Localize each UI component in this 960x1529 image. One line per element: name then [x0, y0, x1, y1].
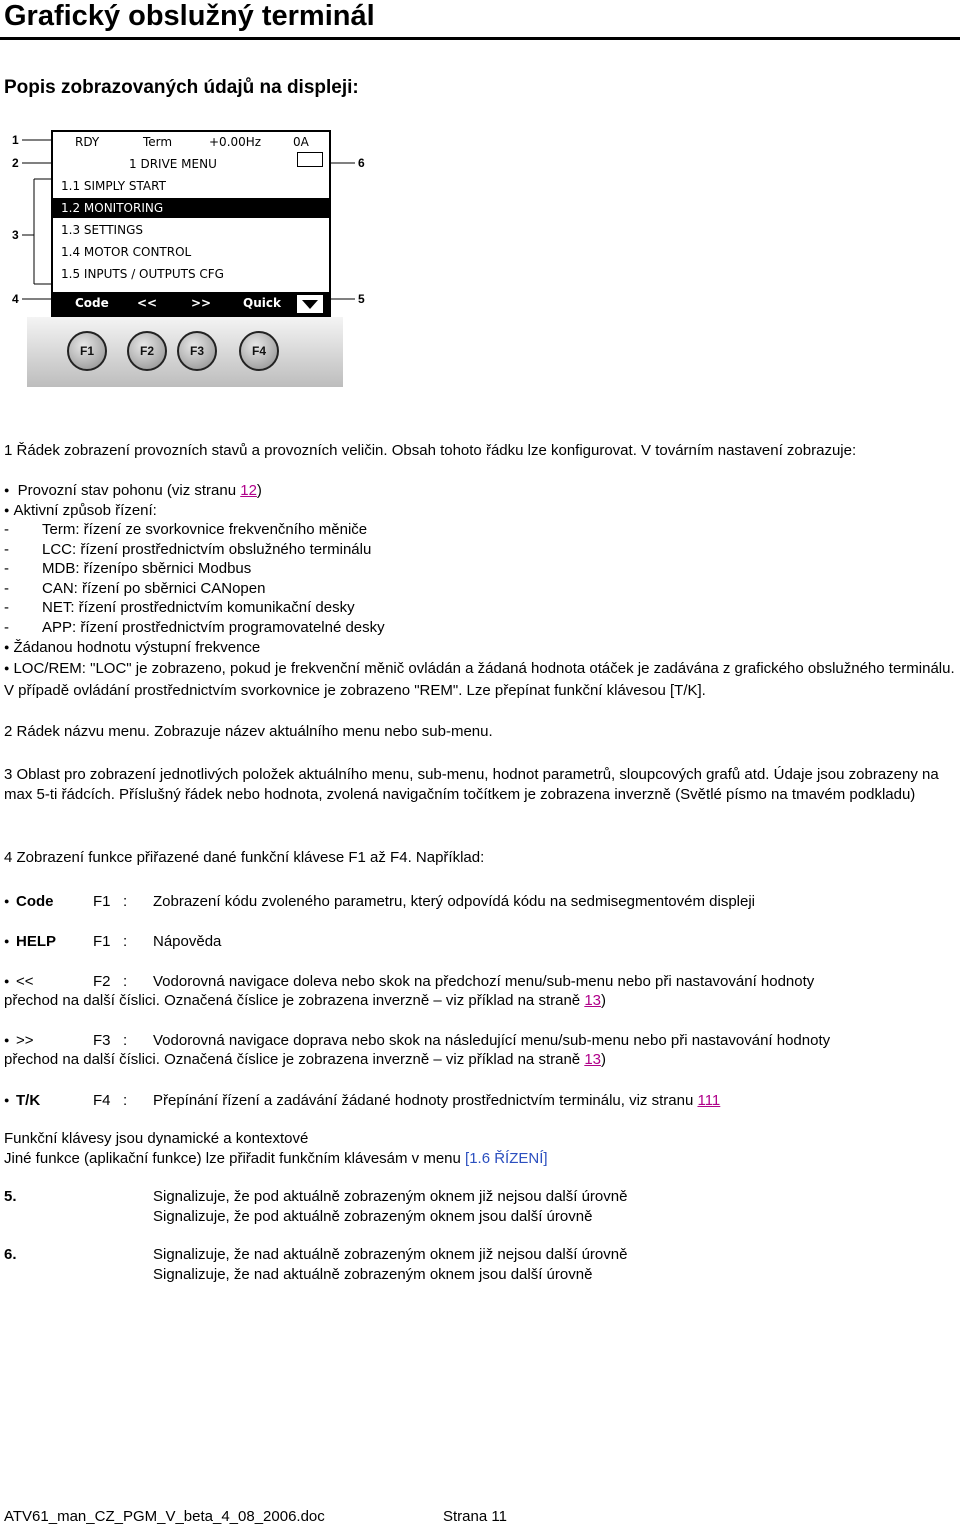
section-4-number: 4: [4, 849, 13, 866]
marker-1: 1: [12, 133, 19, 147]
mode-item: - LCC: řízení prostřednictvím obslužného terminálu: [4, 541, 372, 558]
f2-key[interactable]: F2: [127, 331, 167, 371]
key-row-right: ● >> F3 : Vodorovná navigace doprava nebo skok na následující menu/sub-menu nebo při nastavování hodnoty: [4, 1031, 956, 1051]
key-row-code: ● Code F1 : Zobrazení kódu zvoleného parametru, který odpovídá kódu na sedmisegmentovém displeji: [4, 892, 956, 912]
menu-item[interactable]: 1.5 INPUTS / OUTPUTS CFG: [61, 267, 224, 281]
section-6: 6. Signalizuje, že nad aktuálně zobrazeným oknem již nejsou další úrovně Signalizuje, že nad aktuálně zobrazeným oknem jsou další úrovně: [4, 1246, 628, 1283]
section-5: 5. Signalizuje, že pod aktuálně zobrazeným oknem již nejsou další úrovně Signalizuje, že pod aktuálně zobrazeným oknem jsou další úrovně: [4, 1188, 628, 1225]
dynamic-keys-note: Funkční klávesy jsou dynamické a kontextové: [4, 1130, 309, 1147]
terminal-figure: [0, 124, 380, 394]
section-4: 4 Zobrazení funkce přiřazené dané funkční klávese F1 až F4. Například:: [4, 849, 485, 866]
bullet-loc-rem: ● LOC/REM: "LOC" je zobrazeno, pokud je frekvenční měnič ovládán a žádaná hodnota otáček je zadávána z grafického obslužného terminálu. V případě ovládání prostřednictvím svorkovnice je zobrazeno "REM". Lze přepínat funkční klávesou [T/K].: [4, 659, 956, 701]
section-5-number: 5.: [4, 1188, 17, 1205]
bullet-reference: ● Žádanou hodnotu výstupní frekvence: [4, 638, 956, 660]
softkey-bar: [53, 292, 329, 316]
section-3-number: 3: [4, 766, 13, 783]
page-title: Grafický obslužný terminál: [4, 0, 375, 32]
status-state: RDY: [75, 135, 100, 149]
page-link-13[interactable]: 13: [584, 992, 601, 1009]
bullet-drive-state: ● Provozní stav pohonu (viz stranu 12): [4, 481, 956, 503]
section-3: 3 Oblast pro zobrazení jednotlivých položek aktuálního menu, sub-menu, hodnot parametrů, sloupcových grafů atd. Údaje jsou zobrazeny na max 5-ti řádcích. Příslušný řádek nebo hodnota, zvolená navigačním točítkem je zobrazena inverzně (Světlé písmo na tmavém podkladu): [4, 766, 939, 803]
status-channel: Term: [143, 135, 173, 149]
menu-item-selected[interactable]: 1.2 MONITORING: [53, 198, 329, 218]
menu-reference-link[interactable]: [1.6 ŘÍZENÍ]: [465, 1150, 548, 1167]
page-link-12[interactable]: 12: [240, 482, 257, 499]
section-heading: Popis zobrazovaných údajů na displeji:: [4, 77, 359, 98]
section-1-number: 1: [4, 442, 13, 459]
page-link-111[interactable]: 111: [697, 1092, 721, 1109]
section-2-number: 2: [4, 723, 13, 740]
menu-item[interactable]: 1.3 SETTINGS: [61, 223, 143, 237]
section-2: 2 Rádek názvu menu. Zobrazuje název aktuálního menu nebo sub-menu.: [4, 723, 493, 740]
bullet-control-mode: ● Aktivní způsob řízení:: [4, 501, 956, 523]
marker-2: 2: [12, 156, 19, 170]
section-6-number: 6.: [4, 1246, 17, 1263]
key-row-right-continuation: přechod na další číslici. Označená číslice je zobrazena inverzně – viz příklad na straně 13): [4, 1051, 606, 1068]
mode-item: - Term: řízení ze svorkovnice frekvenčního měniče: [4, 521, 368, 538]
key-row-left: ● << F2 : Vodorovná navigace doleva nebo skok na předchozí menu/sub-menu nebo při nastavování hodnoty: [4, 972, 956, 992]
f3-key[interactable]: F3: [177, 331, 217, 371]
mode-item: - MDB: řízenípo sběrnici Modbus: [4, 560, 252, 577]
marker-4: 4: [12, 292, 19, 306]
marker-6: 6: [358, 156, 365, 170]
mode-item: - NET: řízení prostřednictvím komunikační desky: [4, 599, 355, 616]
key-row-tk: ● T/K F4 : Přepínání řízení a zadávání žádané hodnoty prostřednictvím terminálu, viz stranu 111: [4, 1091, 956, 1111]
footer-page-number: Strana 11: [443, 1508, 507, 1525]
key-row-left-continuation: přechod na další číslici. Označená číslice je zobrazena inverzně – viz příklad na straně 13): [4, 992, 606, 1009]
upper-level-indicator: [297, 152, 323, 167]
mode-item: - APP: řízení prostřednictvím programovatelné desky: [4, 619, 385, 636]
title-rule: [0, 37, 960, 40]
mode-item: - CAN: řízení po sběrnici CANopen: [4, 580, 266, 597]
menu-item[interactable]: 1.4 MOTOR CONTROL: [61, 245, 192, 259]
marker-3: 3: [12, 228, 19, 242]
menu-title: 1 DRIVE MENU: [129, 157, 217, 171]
f4-key[interactable]: F4: [239, 331, 279, 371]
terminal-display: [51, 130, 331, 318]
key-row-help: ● HELP F1 : Nápověda: [4, 932, 956, 952]
menu-item[interactable]: 1.1 SIMPLY START: [61, 179, 166, 193]
menu-title-line: [53, 154, 329, 174]
section-1-intro: Řádek zobrazení provozních stavů a provozních veličin. Obsah tohoto řádku lze konfigurovat. V továrním nastavení zobrazuje:: [16, 442, 857, 459]
menu-assign-note: Jiné funkce (aplikační funkce) lze přiřadit funkčním klávesám v menu [1.6 ŘÍZENÍ]: [4, 1150, 548, 1167]
softkey-code[interactable]: Code: [75, 296, 109, 310]
section-1: [4, 441, 956, 461]
softkey-quick[interactable]: Quick: [243, 296, 281, 310]
marker-5: 5: [358, 292, 365, 306]
softkey-forward[interactable]: >>: [191, 296, 212, 310]
page-link-13[interactable]: 13: [584, 1051, 601, 1068]
footer-filename: ATV61_man_CZ_PGM_V_beta_4_08_2006.doc: [4, 1508, 325, 1525]
triangle-down-icon: [297, 295, 323, 313]
status-frequency: +0.00Hz: [209, 135, 262, 149]
function-key-panel: [27, 317, 343, 387]
status-line: [53, 132, 329, 152]
f1-key[interactable]: F1: [67, 331, 107, 371]
status-current: 0A: [293, 135, 309, 149]
softkey-back[interactable]: <<: [137, 296, 158, 310]
